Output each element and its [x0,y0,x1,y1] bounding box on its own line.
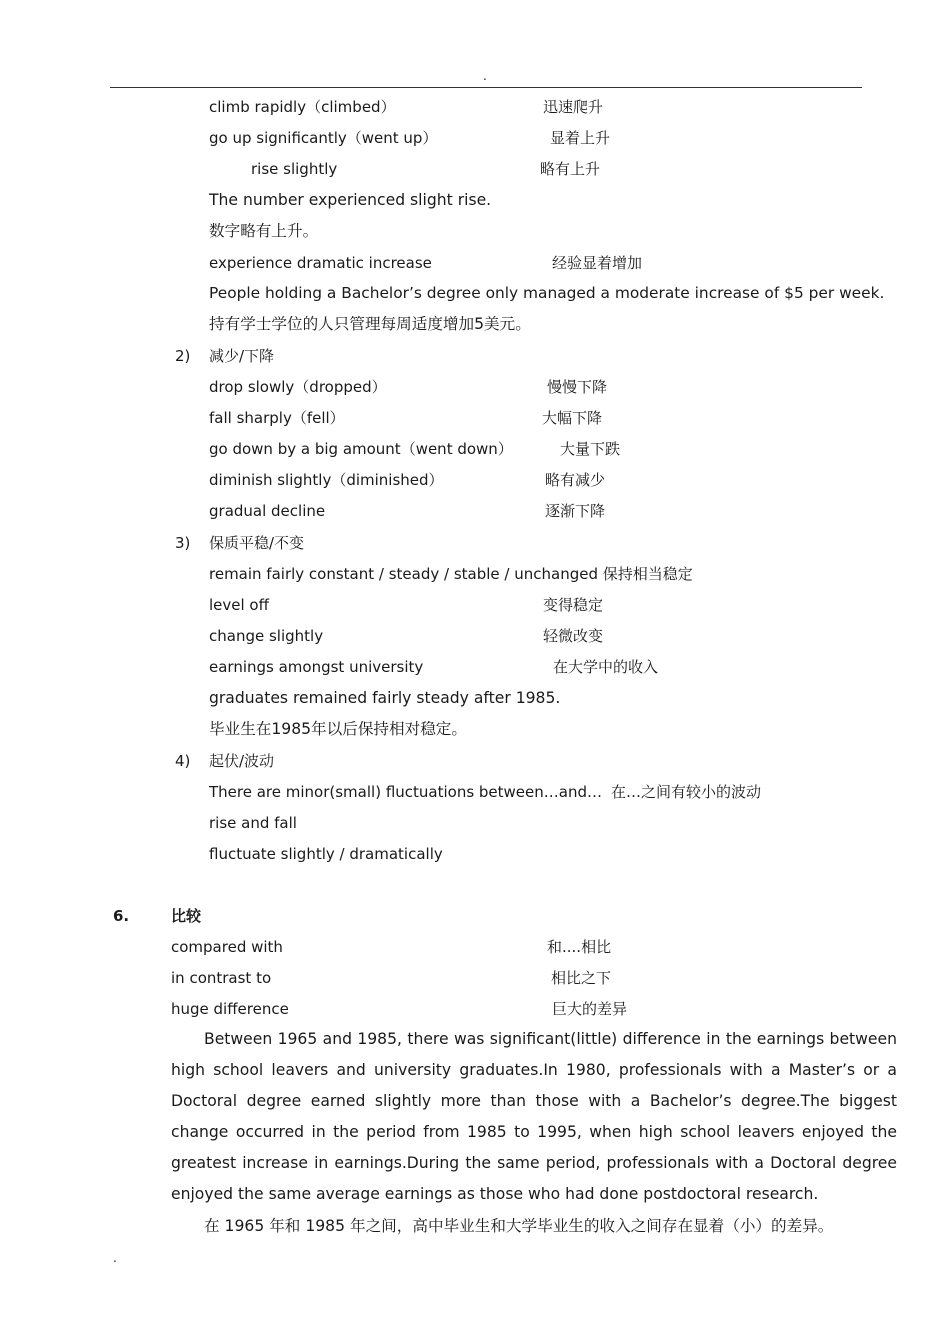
footer-mark: . [113,1251,117,1265]
phrase-zh: 和....相比 [547,938,612,956]
phrase-en: fluctuate slightly / dramatically [209,845,443,863]
phrase-zh: 经验显着增加 [552,254,643,272]
header-rule [110,87,862,88]
phrase-en: compared with [171,938,283,956]
phrase-zh: 逐渐下降 [545,502,606,520]
example-en: People holding a Bachelor’s degree only managed a moderate increase of $5 per week. [209,284,885,302]
comparison-paragraph [171,1024,897,1210]
phrase-en: change slightly [209,627,324,645]
phrase-en: in contrast to [171,969,272,987]
section-title: 起伏/波动 [209,752,275,770]
section-title: 保质平稳/不变 [209,534,305,552]
comparison-paragraph-zh: 在 1965 年和 1985 年之间，高中毕业生和大学毕业生的收入之间存在显着（小）的差异。 [204,1217,834,1235]
section-number: 4) [175,752,191,770]
example-en: graduates remained fairly steady after 1985. [209,689,561,707]
phrase-en: rise slightly [251,160,338,178]
section-title: 比较 [171,907,202,925]
phrase-zh: 迅速爬升 [543,98,604,116]
phrase-en: There are minor(small) fluctuations between…and… [209,783,602,801]
phrase-en: gradual decline [209,502,326,520]
phrase-en: level off [209,596,269,614]
phrase-en: rise and fall [209,814,297,832]
phrase-zh: 略有上升 [540,160,601,178]
phrase-zh: 相比之下 [551,969,612,987]
phrase-line: remain fairly constant / steady / stable / unchanged 保持相当稳定 [209,565,693,583]
phrase-en: diminish slightly（diminished） [209,471,444,489]
phrase-en: experience dramatic increase [209,254,432,272]
section-number: 6. [113,907,130,925]
example-zh: 毕业生在1985年以后保持相对稳定。 [209,720,467,738]
section-number: 3) [175,534,191,552]
phrase-zh: 轻微改变 [543,627,604,645]
phrase-en: huge difference [171,1000,289,1018]
phrase-en: go up significantly（went up） [209,129,438,147]
phrase-en: drop slowly（dropped） [209,378,387,396]
phrase-en: go down by a big amount（went down） [209,440,513,458]
phrase-zh: 显着上升 [550,129,611,147]
section-number: 2) [175,347,191,365]
phrase-zh: 大量下跌 [560,440,621,458]
header-mark: . [483,69,487,83]
section-title: 减少/下降 [209,347,275,365]
phrase-en: earnings amongst university [209,658,424,676]
phrase-zh: 巨大的差异 [552,1000,628,1018]
phrase-en: fall sharply（fell） [209,409,345,427]
example-zh: 数字略有上升。 [209,222,319,240]
phrase-zh: 在大学中的收入 [553,658,659,676]
example-en: The number experienced slight rise. [209,191,492,209]
phrase-zh: 大幅下降 [542,409,603,427]
phrase-zh: 在…之间有较小的波动 [611,783,762,801]
phrase-zh: 慢慢下降 [547,378,608,396]
phrase-zh: 变得稳定 [543,596,604,614]
paragraph-text: Between 1965 and 1985, there was significant(little) difference in the earnings between high school leavers and university graduates.In 1980, professionals with a Master’s or a Doctoral degree earned slightly more than those with a Bachelor’s degree.The biggest change occurred in the period from 1985 to 1995, when high school leavers enjoyed the greatest increase in earnings.During the same period, professionals with a Doctoral degree enjoyed the same average earnings as those who had done postdoctoral research. [171,1030,897,1203]
phrase-en: climb rapidly（climbed） [209,98,396,116]
example-zh: 持有学士学位的人只管理每周适度增加5美元。 [209,315,531,333]
phrase-zh: 略有减少 [545,471,606,489]
